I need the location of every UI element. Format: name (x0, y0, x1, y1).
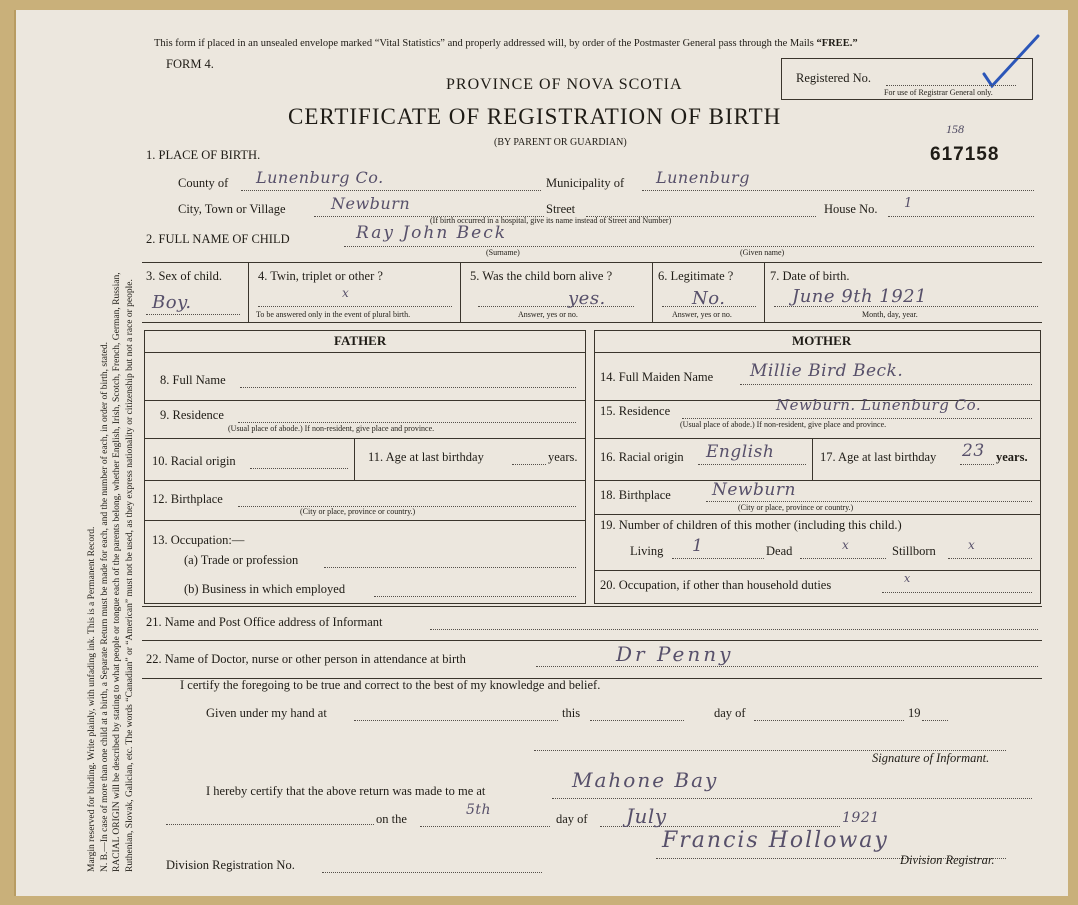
father-business-label: (b) Business in which employed (184, 582, 346, 596)
division-registrar-label: Division Registrar. (900, 853, 995, 867)
postal-notice-text: This form if placed in an unsealed envelope marked “Vital Statistics” and properly addressed will, by order of the Postmaster General pass through the Mails (154, 38, 814, 49)
house-label: House No. (824, 202, 878, 216)
mother-birthplace-note: (City or place, province or country.) (738, 503, 854, 512)
city-label: City, Town or Village (178, 202, 286, 216)
form-number: FORM 4. (166, 57, 214, 71)
postal-notice (154, 38, 858, 49)
stillborn-label: Stillborn (892, 544, 936, 558)
given-name-label: (Given name) (740, 248, 785, 257)
dead-value: x (842, 538, 850, 552)
informant-signature-label: Signature of Informant. (872, 751, 990, 765)
mother-birthplace-label: 18. Birthplace (600, 488, 671, 502)
father-birthplace-note: (City or place, province or country.) (300, 507, 416, 516)
child-name-value: Ray John Beck (356, 223, 508, 243)
mother-age-value: 23 (962, 441, 985, 461)
registration-year-value: 1921 (842, 810, 880, 826)
doctor-label: 22. Name of Doctor, nurse or other person in attendance at birth (146, 652, 466, 666)
stillborn-value: x (968, 538, 976, 552)
mother-residence-value: Newburn. Lunenburg Co. (776, 396, 982, 414)
margin-note-1: Margin reserved for binding. Write plainly, with unfading ink. This is a Permanent Record. (87, 526, 97, 872)
serial-number: 617158 (930, 144, 1000, 165)
father-abode-note: (Usual place of abode.) If non-resident, give place and province. (228, 424, 435, 433)
registered-label: Registered No. (796, 71, 871, 85)
mother-birthplace-value: Newburn (712, 480, 796, 500)
legitimate-note: Answer, yes or no. (672, 310, 732, 319)
county-value: Lunenburg Co. (256, 168, 384, 187)
place-of-birth-heading: 1. PLACE OF BIRTH. (146, 148, 261, 162)
mother-occupation-value: x (904, 572, 911, 585)
registration-day-value: 5th (466, 802, 492, 818)
mother-maiden-value: Millie Bird Beck. (750, 361, 904, 381)
informant-label: 21. Name and Post Office address of Informant (146, 615, 383, 629)
legitimate-value: No. (692, 288, 726, 309)
dead-label: Dead (766, 544, 793, 558)
father-header: FATHER (334, 333, 387, 348)
province-heading: PROVINCE OF NOVA SCOTIA (446, 76, 683, 93)
father-name-label: 8. Full Name (160, 373, 226, 387)
mother-children-label: 19. Number of children of this mother (including this child.) (600, 518, 902, 532)
margin-note-3: RACIAL ORIGIN will be described by stating to what people or tongue each of the parents belong, whether English, Irish, Scotch, French, German, Russian, (112, 272, 122, 872)
registrar-day-of-label: day of (556, 812, 588, 826)
mother-years-label: years. (996, 450, 1028, 464)
father-racial-label: 10. Racial origin (152, 454, 236, 468)
living-label: Living (630, 544, 664, 558)
house-value: 1 (904, 196, 913, 211)
registrar-note: For use of Registrar General only. (884, 88, 993, 97)
father-age-label: 11. Age at last birthday (368, 450, 484, 464)
free-label: “FREE.” (816, 38, 858, 49)
mother-racial-label: 16. Racial origin (600, 450, 684, 464)
registered-box (781, 58, 1033, 100)
mother-occupation-label: 20. Occupation, if other than household duties (600, 578, 832, 592)
this-label: this (562, 706, 581, 720)
surname-label: (Surname) (486, 248, 520, 257)
mother-racial-value: English (706, 442, 775, 462)
certificate-sheet (14, 10, 1068, 896)
legitimate-label: 6. Legitimate ? (658, 269, 734, 283)
street-label: Street (546, 202, 576, 216)
twin-label: 4. Twin, triplet or other ? (258, 269, 383, 283)
doctor-value: Dr Penny (616, 642, 734, 666)
registration-place-value: Mahone Bay (572, 768, 719, 792)
dob-label: 7. Date of birth. (770, 269, 850, 283)
sex-value: Boy. (152, 292, 192, 313)
informant-certify-text: I certify the foregoing to be true and correct to the best of my knowledge and belief. (180, 678, 601, 692)
certificate-subtitle: (BY PARENT OR GUARDIAN) (494, 137, 627, 148)
dob-note: Month, day, year. (862, 310, 918, 319)
margin-notes (86, 12, 136, 872)
dob-value: June 9th 1921 (792, 286, 928, 307)
twin-note: To be answered only in the event of plural birth. (256, 310, 411, 319)
living-value: 1 (692, 536, 704, 556)
registration-month-value: July (626, 804, 667, 828)
father-trade-label: (a) Trade or profession (184, 553, 299, 567)
given-under-label: Given under my hand at (206, 706, 327, 720)
city-value: Newburn (331, 194, 411, 213)
mother-maiden-label: 14. Full Maiden Name (600, 370, 714, 384)
registrar-signature: Francis Holloway (662, 828, 889, 853)
alive-label: 5. Was the child born alive ? (470, 269, 613, 283)
mother-header: MOTHER (792, 333, 852, 348)
registrar-certify-text: I hereby certify that the above return was made to me at (206, 784, 486, 798)
margin-note-2: N. B.—In case of more than one child at a birth, a Separate Return must be made for each, and the number of each, in order of birth, stated. (99, 342, 110, 872)
father-birthplace-label: 12. Birthplace (152, 492, 223, 506)
mother-age-label: 17. Age at last birthday (820, 450, 937, 464)
child-name-label: 2. FULL NAME OF CHILD (146, 232, 290, 246)
on-the-label: on the (376, 812, 407, 826)
father-years-label: years. (548, 450, 578, 464)
informant-day-of-label: day of (714, 706, 746, 720)
hospital-note: (If birth occurred in a hospital, give its name instead of Street and Number) (430, 216, 672, 225)
informant-year-prefix: 19 (908, 706, 921, 720)
sex-label: 3. Sex of child. (146, 269, 223, 283)
stamp-number-small: 158 (946, 122, 964, 136)
county-label: County of (178, 176, 229, 190)
twin-value: x (342, 286, 350, 300)
certificate-title: CERTIFICATE OF REGISTRATION OF BIRTH (288, 104, 782, 129)
father-occupation-label: 13. Occupation:— (152, 533, 245, 547)
mother-residence-label: 15. Residence (600, 404, 671, 418)
municipality-value: Lunenburg (656, 168, 750, 187)
alive-note: Answer, yes or no. (518, 310, 578, 319)
division-registration-label: Division Registration No. (166, 858, 295, 872)
alive-value: yes. (568, 288, 606, 309)
father-residence-label: 9. Residence (160, 408, 224, 422)
mother-abode-note: (Usual place of abode.) If non-resident, give place and province. (680, 420, 887, 429)
margin-note-4: Ruthenian, Slovak, Galician, etc. The words “Canadian” or “American” must not be used, as they express nationality or citizenship but not a race or people. (124, 279, 135, 872)
municipality-label: Municipality of (546, 176, 625, 190)
